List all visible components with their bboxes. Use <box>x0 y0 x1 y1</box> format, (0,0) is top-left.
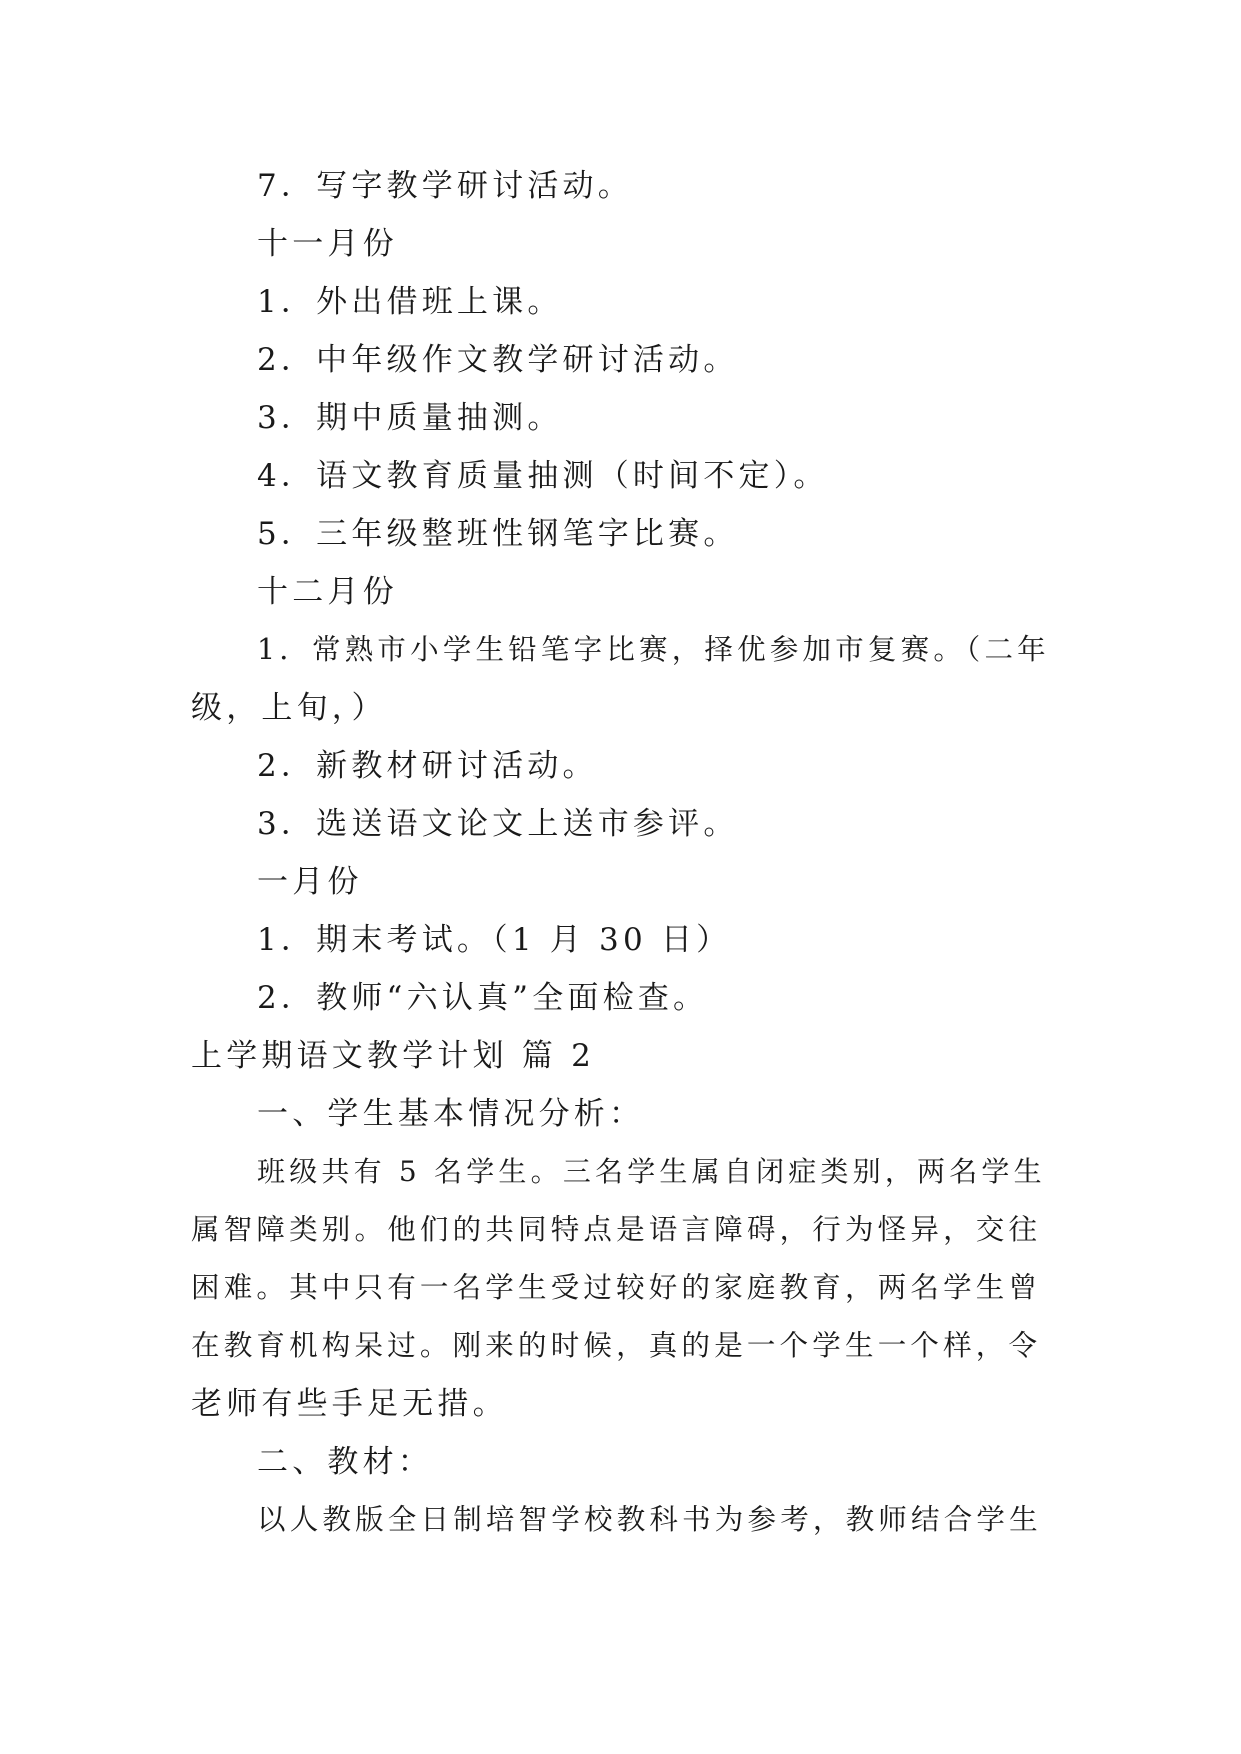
paragraph-line: 属智障类别。他们的共同特点是语言障碍，行为怪异，交往 <box>191 1213 1042 1246</box>
text-line: 3．选送语文论文上送市参评。 <box>257 806 739 842</box>
text-line: 1．期末考试。（1 月 30 日） <box>257 922 732 958</box>
text-line: 1．外出借班上课。 <box>257 284 563 320</box>
text-line: 1．常熟市小学生铅笔字比赛，择优参加市复赛。（二年 <box>257 633 1050 666</box>
section-heading: 十二月份 <box>257 574 398 610</box>
paragraph-line: 班级共有 5 名学生。三名学生属自闭症类别，两名学生 <box>257 1155 1046 1188</box>
text-line: 4．语文教育质量抽测（时间不定）。 <box>257 458 829 494</box>
paragraph-line: 以人教版全日制培智学校教科书为参考，教师结合学生 <box>257 1503 1042 1536</box>
text-line: 5．三年级整班性钢笔字比赛。 <box>257 516 739 552</box>
section-heading: 一、学生基本情况分析： <box>257 1096 645 1132</box>
paragraph-line: 在教育机构呆过。刚来的时候，真的是一个学生一个样，令 <box>191 1329 1042 1362</box>
section-heading: 一月份 <box>257 864 363 900</box>
text-line: 级，上旬，） <box>191 690 387 726</box>
text-line: 2．教师“六认真”全面检查。 <box>257 980 709 1016</box>
text-line: 2．中年级作文教学研讨活动。 <box>257 342 739 378</box>
text-line: 2．新教材研讨活动。 <box>257 748 598 784</box>
paragraph-line: 困难。其中只有一名学生受过较好的家庭教育，两名学生曾 <box>191 1271 1042 1304</box>
text-line: 7．写字教学研讨活动。 <box>257 168 633 204</box>
section-heading: 二、教材： <box>257 1444 433 1480</box>
paragraph-line: 老师有些手足无措。 <box>191 1386 508 1422</box>
section-heading: 十一月份 <box>257 226 398 262</box>
document-title: 上学期语文教学计划 篇 2 <box>191 1038 596 1074</box>
text-line: 3．期中质量抽测。 <box>257 400 563 436</box>
